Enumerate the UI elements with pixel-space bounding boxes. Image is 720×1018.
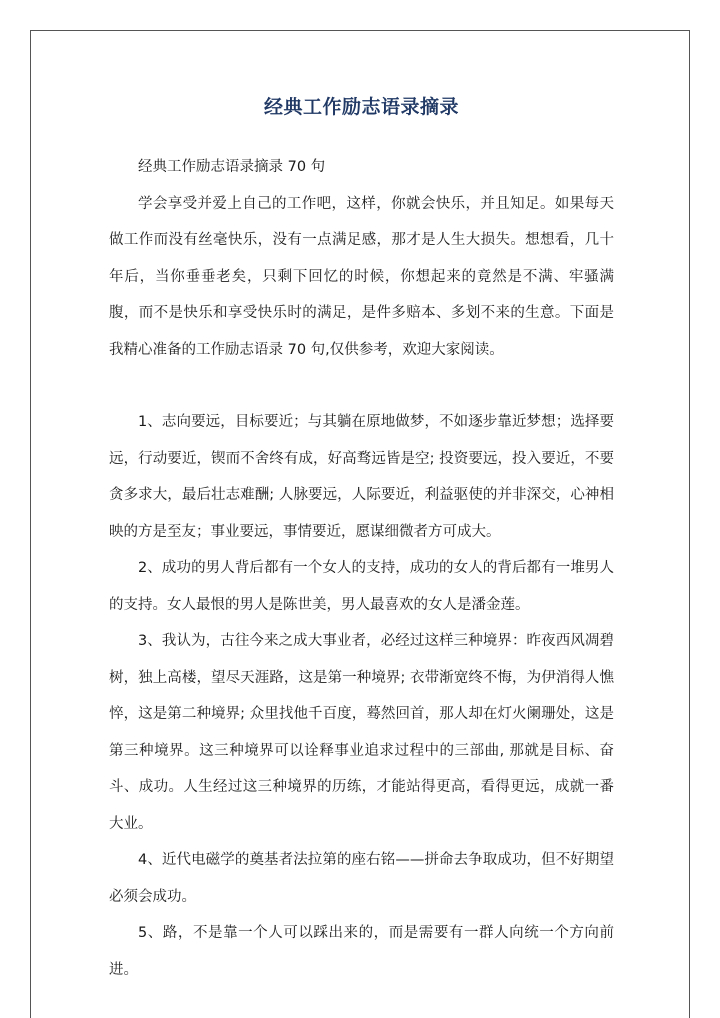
quote-item-1: 1、志向要远，目标要近；与其躺在原地做梦，不如逐步靠近梦想；选择要远，行动要近，锲而不舍终有成，好高骛远皆是空; 投资要远，投入要近，不要贪多求大，最后壮志难酬; 人脉要远，人际要近，利益驱使的并非深交，心神相映的方是至友；事业要远，事情要近，愿谋细微者方可成大。: [109, 414, 614, 540]
quote-item-3: 3、我认为，古往今来之成大事业者，必经过这样三种境界：昨夜西风凋碧树，独上高楼，望尽天涯路，这是第一种境界; 衣带渐宽终不悔，为伊消得人憔悴，这是第二种境界; 众里找他千百度，蓦然回首，那人却在灯火阑珊处，这是第三种境界。这三种境界可以诠释事业追求过程中的三部曲, 那就是目标、奋斗、成功。人生经过这三种境界的历练，才能站得更高，看得更远，成就一番大业。: [109, 633, 614, 832]
intro-paragraph: 学会享受并爱上自己的工作吧，这样，你就会快乐，并且知足。如果每天做工作而没有丝毫快乐，没有一点满足感，那才是人生大损失。想想看，几十年后，当你垂垂老矣，只剩下回忆的时候，你想起来的竟然是不满、牢骚满腹，而不是快乐和享受快乐时的满足，是件多赔本、多划不来的生意。下面是我精心准备的工作励志语录 70 句,仅供参考，欢迎大家阅读。: [109, 195, 614, 358]
document-title: 经典工作励志语录摘录: [263, 96, 459, 118]
document-subtitle: 经典工作励志语录摘录 70 句: [138, 159, 326, 175]
blank-line: [109, 368, 614, 404]
quote-item-4: 4、近代电磁学的奠基者法拉第的座右铭——拼命去争取成功，但不好期望必须会成功。: [109, 852, 614, 905]
document-content: [109, 92, 614, 988]
quote-item-5: 5、路，不是靠一个人可以踩出来的，而是需要有一群人向统一个方向前进。: [109, 925, 614, 978]
quote-item-2: 2、成功的男人背后都有一个女人的支持，成功的女人的背后都有一堆男人的支持。女人最恨的男人是陈世美，男人最喜欢的女人是潘金莲。: [109, 560, 614, 613]
